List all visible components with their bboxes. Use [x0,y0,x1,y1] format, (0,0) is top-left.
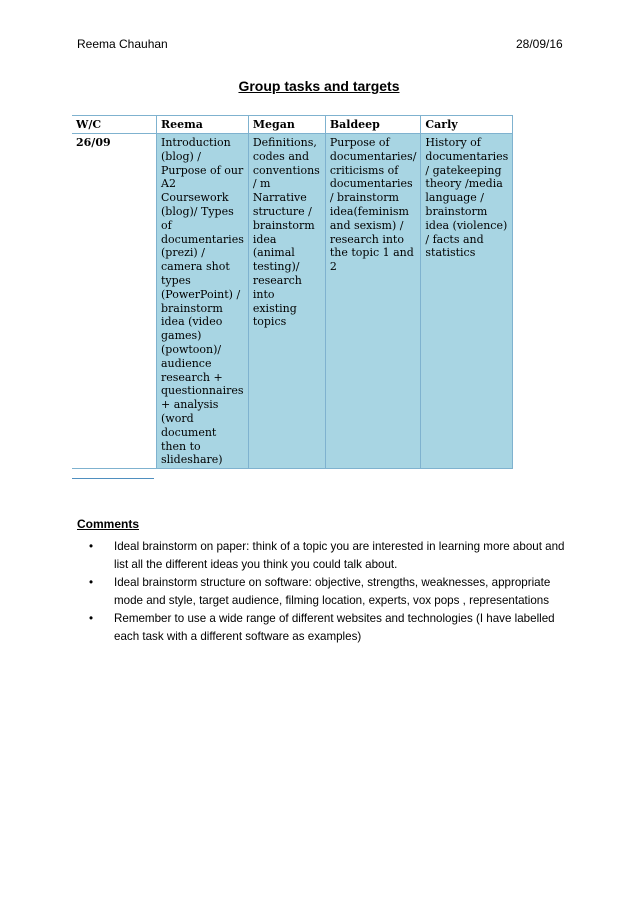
header-author: Reema Chauhan [77,37,168,51]
bullet-icon: • [89,540,94,553]
list-item [77,610,567,646]
week-commencing-cell: 26/09 [72,134,157,469]
comments-heading: Comments [77,517,140,531]
carly-tasks-cell: History of documentaries / gatekeeping theory /media language / brainstorm idea (violence) / facts and statistics [421,134,513,469]
comment-text: Ideal brainstorm on paper: think of a topic you are interested in learning more about and list all the different ideas you think you could talk about. [114,540,565,571]
bullet-icon: • [89,612,94,625]
page-title: Group tasks and targets [238,78,400,94]
list-item [77,574,567,610]
comments-list [77,538,567,646]
table-row [72,134,513,469]
column-header-baldeep: Baldeep [325,116,421,134]
column-header-megan: Megan [248,116,325,134]
comment-text: Remember to use a wide range of different websites and technologies (I have labelled each task with a different software as examples) [114,612,555,643]
table-header-row [72,116,513,134]
baldeep-tasks-cell: Purpose of documentaries/ criticisms of documentaries / brainstorm idea(feminism and sexism) / research into the topic 1 and 2 [325,134,421,469]
list-item [77,538,567,574]
column-header-carly: Carly [421,116,513,134]
column-header-reema: Reema [157,116,249,134]
megan-tasks-cell: Definitions, codes and conventions / m Narrative structure / brainstorm idea (animal testing)/ research into existing topics [248,134,325,469]
comment-text: Ideal brainstorm structure on software: objective, strengths, weaknesses, appropriate mode and style, target audience, filming location, experts, vox pops , representations [114,576,551,607]
group-tasks-table [72,115,513,469]
header-date: 28/09/16 [516,37,563,51]
column-header-wc: W/C [72,116,157,134]
bullet-icon: • [89,576,94,589]
reema-tasks-cell: Introduction (blog) / Purpose of our A2 Coursework (blog)/ Types of documentaries (prezi) / camera shot types (PowerPoint) / brainstorm idea (video games) (powtoon)/ audience research + questionnaires + analysis (word document then to slideshare) [157,134,249,469]
divider-line [72,478,154,479]
